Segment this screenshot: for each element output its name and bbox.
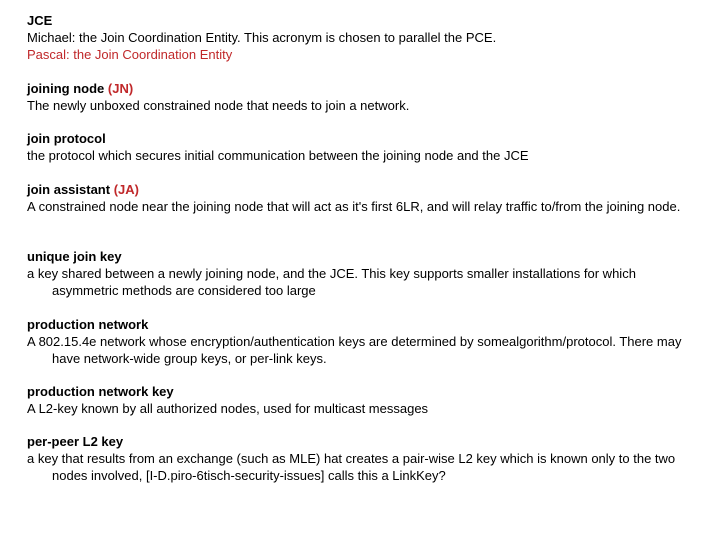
definition-unique-join-key: a key shared between a newly joining node, and the JCE. This key supports smaller installations for which asymmetric methods are considered too large	[27, 266, 636, 298]
term-per-peer-l2-key: per-peer L2 key	[27, 434, 124, 449]
term-unique-join-key: unique join key	[27, 249, 122, 264]
glossary-entry-per-peer-l2-key	[27, 433, 687, 484]
definition-per-peer-l2-key: a key that results from an exchange (such as MLE) hat creates a pair-wise L2 key which is known only to the two nodes involved, [I-D.piro-6tisch-security-issues] calls this a LinkKey?	[27, 451, 676, 483]
definition-jce: Michael: the Join Coordination Entity. This acronym is chosen to parallel the PCE.	[27, 30, 497, 45]
definition-production-network: A 802.15.4e network whose encryption/authentication keys are determined by somealgorithm/protocol. There may have network-wide group keys, or per-link keys.	[27, 334, 682, 366]
term-production-network-key: production network key	[27, 384, 174, 399]
glossary-entry-join-protocol	[27, 130, 687, 164]
glossary-entry-joining-node	[27, 80, 687, 114]
term-joining-node: joining node	[27, 81, 105, 96]
term-join-assistant: join assistant	[27, 182, 111, 197]
definition-join-assistant: A constrained node near the joining node that will act as it's first 6LR, and will relay traffic to/from the joining node.	[27, 199, 681, 214]
glossary-entry-join-assistant	[27, 181, 687, 215]
definition-production-network-key: A L2-key known by all authorized nodes, used for multicast messages	[27, 401, 429, 416]
abbr-jn: (JN)	[107, 81, 134, 96]
term-join-protocol: join protocol	[27, 131, 106, 146]
note-jce-pascal: Pascal: the Join Coordination Entity	[27, 47, 233, 62]
term-jce: JCE	[27, 13, 53, 28]
definition-join-protocol: the protocol which secures initial communication between the joining node and the JCE	[27, 148, 529, 163]
glossary-entry-production-network-key	[27, 383, 687, 417]
term-production-network: production network	[27, 317, 149, 332]
glossary-entry-production-network	[27, 316, 687, 367]
glossary-entry-jce	[27, 12, 687, 63]
definition-joining-node: The newly unboxed constrained node that needs to join a network.	[27, 98, 410, 113]
abbr-ja: (JA)	[113, 182, 139, 197]
glossary-entry-unique-join-key	[27, 248, 687, 299]
